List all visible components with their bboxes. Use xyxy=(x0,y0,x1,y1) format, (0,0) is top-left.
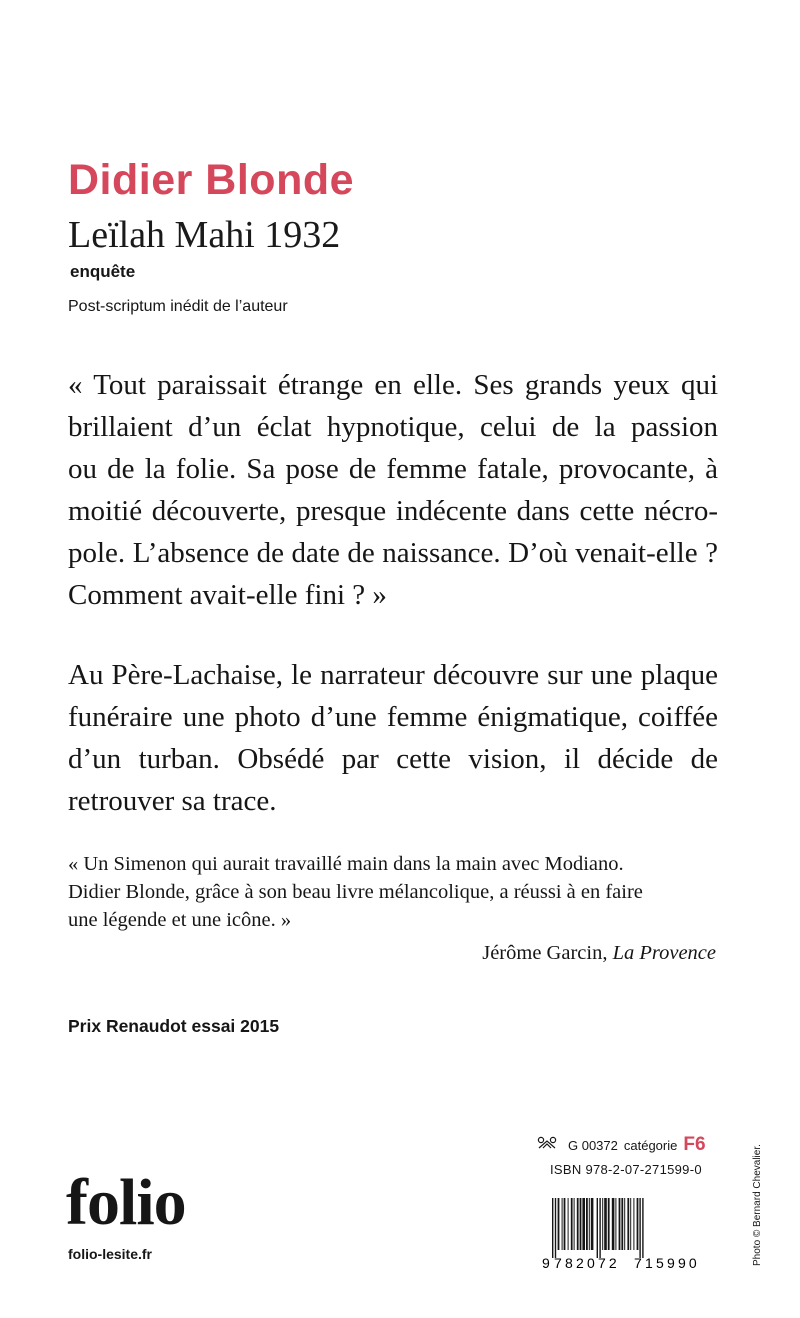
summary-line: d’un turban. Obsédé par cette vision, il décide de xyxy=(68,743,718,775)
barcode-left-digits: 782072 xyxy=(554,1255,620,1270)
barcode-bar xyxy=(574,1198,575,1250)
barcode-bar xyxy=(612,1198,615,1250)
barcode-bar xyxy=(615,1198,616,1250)
barcode-bar xyxy=(633,1198,634,1250)
publisher-website: folio-lesite.fr xyxy=(68,1246,153,1262)
quote-line: brillaient d’un éclat hypnotique, celui de la passion xyxy=(68,411,718,443)
recycle-icon xyxy=(536,1136,558,1150)
book-genre: enquête xyxy=(70,262,136,281)
barcode-bar xyxy=(571,1198,573,1250)
book-title: Leïlah Mahi 1932 xyxy=(68,214,341,256)
product-codes xyxy=(536,1134,718,1177)
barcode-bar xyxy=(602,1198,603,1250)
publisher-logo: folio xyxy=(66,1166,186,1239)
summary-line: retrouver sa trace. xyxy=(68,785,277,817)
barcode-bar xyxy=(604,1198,607,1250)
barcode-bar xyxy=(580,1198,582,1250)
quote-line: ou de la folie. Sa pose de femme fatale, provocante, à xyxy=(68,453,718,485)
publication-name: La Provence xyxy=(612,942,716,964)
excerpt-quote xyxy=(68,364,718,616)
category-code: F6 xyxy=(683,1134,706,1155)
review-line: « Un Simenon qui aurait travaillé main dans la main avec Modiano. xyxy=(68,853,624,875)
barcode-bar xyxy=(555,1198,556,1258)
quote-line: Comment avait-elle fini ? » xyxy=(68,579,387,611)
barcode-bar xyxy=(568,1198,569,1250)
barcode-bar xyxy=(619,1198,621,1250)
barcode-bar xyxy=(637,1198,639,1250)
press-review xyxy=(68,850,718,934)
barcode-bar xyxy=(621,1198,623,1250)
barcode-bar xyxy=(564,1198,566,1250)
quote-line: pole. L’absence de date de naissance. D’où venait-elle ? xyxy=(68,537,718,569)
summary-line: Au Père-Lachaise, le narrateur découvre sur une plaque xyxy=(68,659,718,691)
barcode-bar xyxy=(639,1198,640,1258)
barcode-bar xyxy=(599,1198,600,1258)
isbn-number: ISBN 978-2-07-271599-0 xyxy=(550,1162,702,1177)
barcode-bar xyxy=(577,1198,579,1250)
barcode-bar xyxy=(627,1198,629,1250)
quote-line: « Tout paraissait étrange en elle. Ses grands yeux qui xyxy=(68,369,718,401)
barcode-bar xyxy=(552,1198,553,1258)
barcode-bar xyxy=(630,1198,631,1250)
barcode xyxy=(540,1196,718,1270)
summary-line: funéraire une photo d’une femme énigmatique, coiffée xyxy=(68,701,718,733)
barcode-bar xyxy=(562,1198,563,1250)
barcode-bar xyxy=(582,1198,585,1250)
critic-name: Jérôme Garcin, xyxy=(482,942,608,964)
g-code: G 00372 xyxy=(568,1138,618,1153)
barcode-bar xyxy=(608,1198,610,1250)
barcode-first-digit: 9 xyxy=(542,1255,550,1270)
barcode-bar xyxy=(624,1198,625,1250)
category-label: catégorie xyxy=(623,1138,678,1153)
barcode-bar xyxy=(586,1198,588,1250)
postscript-note: Post-scriptum inédit de l’auteur xyxy=(68,298,288,315)
quote-line: moitié découverte, presque indécente dans cette nécro- xyxy=(68,495,718,527)
barcode-bar xyxy=(642,1198,643,1258)
summary-paragraph xyxy=(68,654,718,822)
barcode-right-digits: 715990 xyxy=(634,1255,700,1270)
photo-credit: Photo © Bernard Chevalier. xyxy=(752,1144,763,1266)
barcode-bar xyxy=(597,1198,598,1258)
barcode-bar xyxy=(591,1198,594,1250)
review-line: une légende et une icône. » xyxy=(68,909,292,931)
review-attribution xyxy=(482,942,716,965)
barcode-bar xyxy=(589,1198,590,1250)
barcode-bar xyxy=(558,1198,560,1250)
review-line: Didier Blonde, grâce à son beau livre mélancolique, a réussi à en faire xyxy=(68,881,643,903)
author-name: Didier Blonde xyxy=(68,156,355,204)
prize-label: Prix Renaudot essai 2015 xyxy=(68,1016,280,1036)
